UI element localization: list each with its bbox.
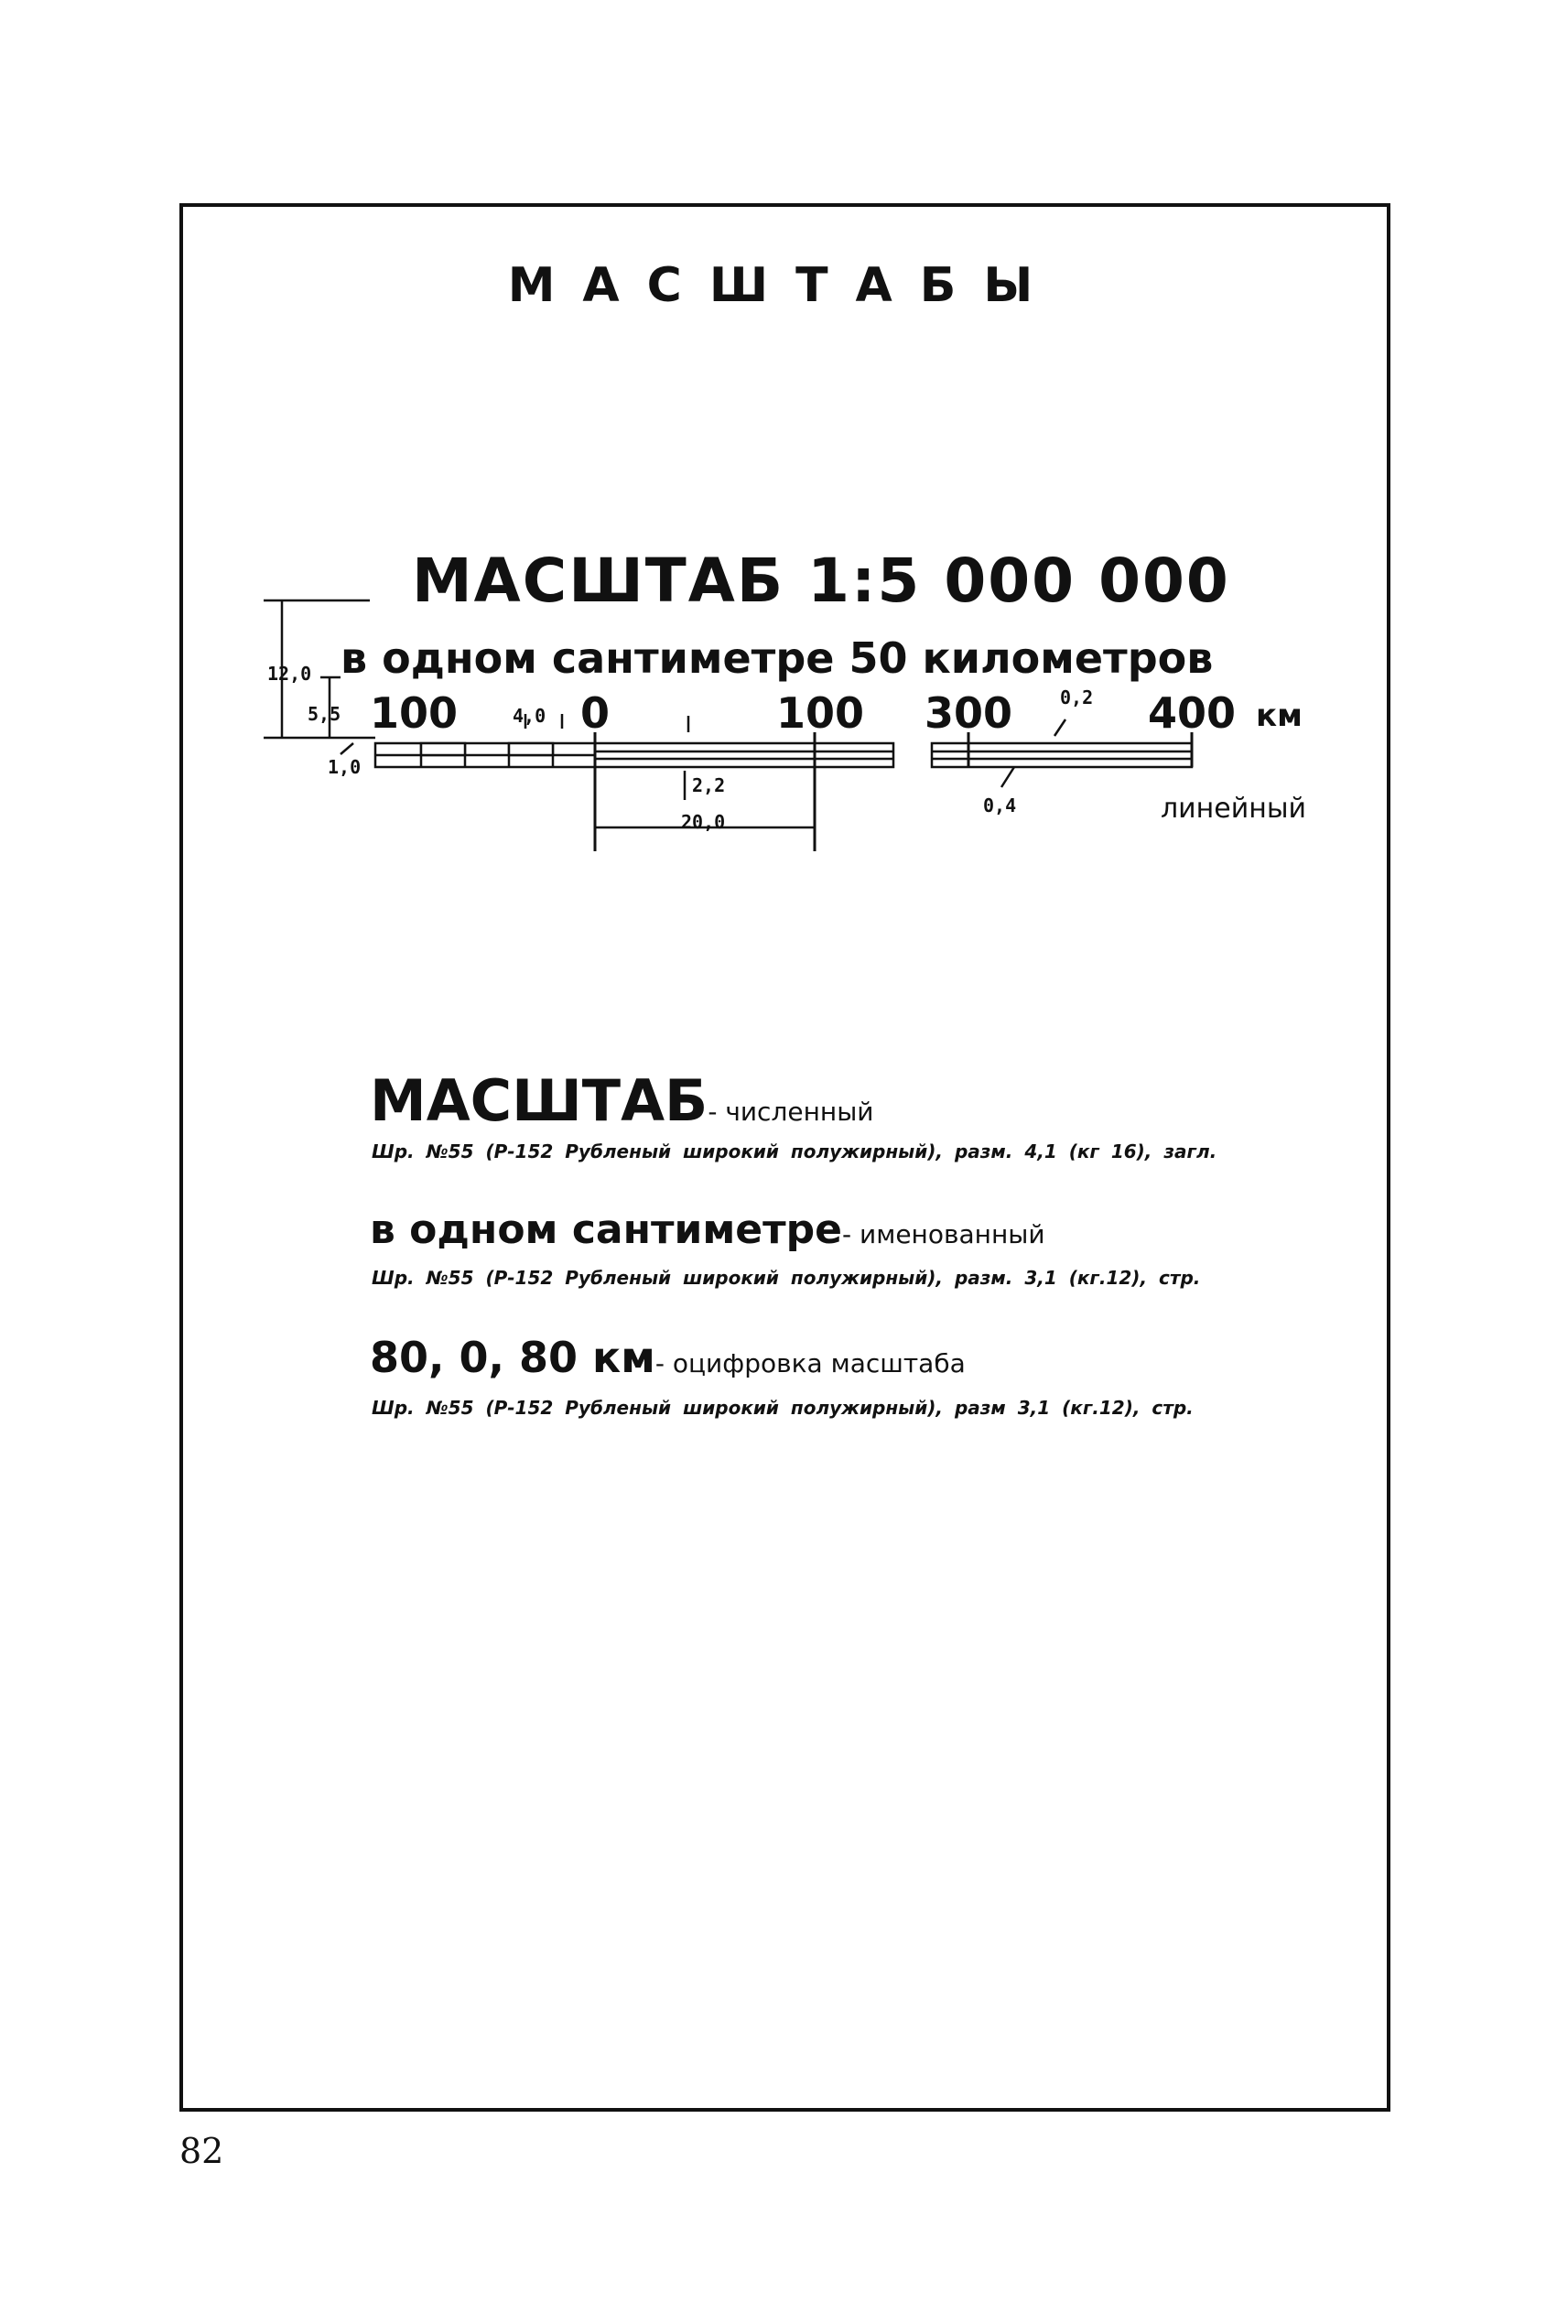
entry-desc: - оцифровка масштаба: [654, 1348, 966, 1378]
dimension-5-5: 5,5: [308, 703, 341, 725]
dimension-12: 12,0: [267, 663, 312, 685]
linear-scale-caption: линейный: [1161, 793, 1307, 825]
scale-bar-right: [932, 743, 1192, 767]
entry-spec-named: Шр. №55 (Р-152 Рубленый широкий полужирный), разм. 3,1 (кг.12), стр.: [372, 1267, 1201, 1289]
entry-desc: - численный: [708, 1097, 874, 1127]
linear-scale-drawing: [0, 0, 1568, 915]
entry-title-named: [370, 1206, 1045, 1253]
entry-title-numbering: [370, 1333, 966, 1382]
sample-scale-subtitle: в одном сантиметре 50 километров: [341, 633, 1214, 683]
tick-label-100: 100: [776, 688, 865, 738]
entry-desc: - именованный: [842, 1219, 1045, 1249]
entry-title-text: 80, 0, 80 км: [370, 1333, 655, 1382]
page-heading: МАСШТАБЫ: [507, 258, 1061, 313]
sample-scale-title: МАСШТАБ 1:5 000 000: [412, 546, 1230, 616]
tick-label-0: 0: [580, 688, 611, 738]
dimension-1-0: 1,0: [328, 756, 362, 778]
dimension-0-4: 0,4: [983, 794, 1017, 816]
dimension-20: 20,0: [681, 811, 726, 833]
entry-spec-numbering: Шр. №55 (Р-152 Рубленый широкий полужирный), разм 3,1 (кг.12), стр.: [372, 1397, 1194, 1419]
entry-title-text: МАСШТАБ: [370, 1067, 708, 1134]
entry-title-text: в одном сантиметре: [370, 1206, 842, 1253]
unit-label: км: [1256, 697, 1303, 734]
dimension-4-0: 4,0: [513, 705, 546, 727]
dimension-0-2: 0,2: [1060, 686, 1094, 708]
tick-label-400: 400: [1148, 688, 1237, 738]
dimension-2-2: 2,2: [692, 774, 726, 796]
entry-spec-numeric: Шр. №55 (Р-152 Рубленый широкий полужирный), разм. 4,1 (кг 16), загл.: [372, 1140, 1217, 1162]
tick-label-100-left: 100: [370, 688, 459, 738]
page-number: 82: [179, 2131, 224, 2171]
entry-title-numeric: [370, 1067, 874, 1134]
tick-label-300: 300: [925, 688, 1013, 738]
